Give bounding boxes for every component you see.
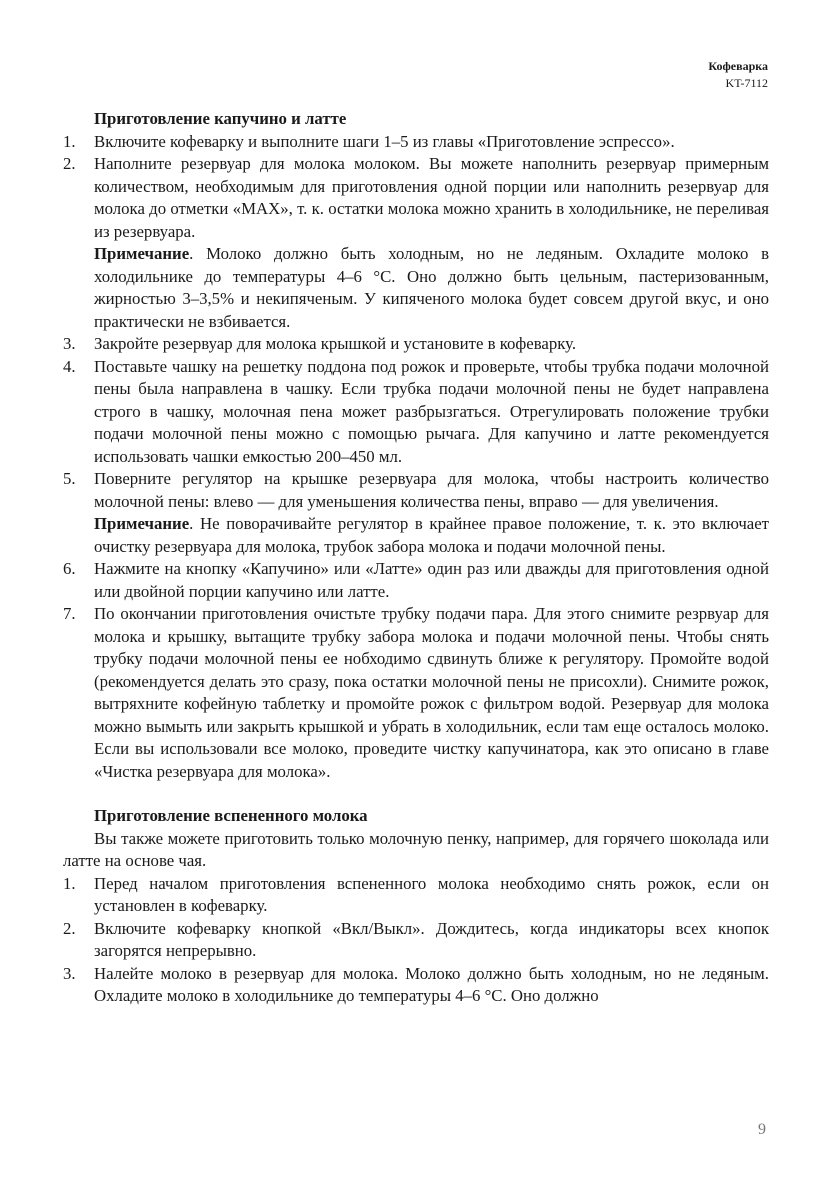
list-item	[63, 131, 769, 154]
document-body	[63, 108, 769, 1008]
section-intro: Вы также можете приготовить только молочную пенку, например, для горячего шоколада или латте на основе чая.	[63, 828, 769, 870]
page-number: 9	[758, 1121, 766, 1138]
list-item	[63, 468, 769, 558]
item-number: 2.	[63, 154, 76, 173]
list-item	[63, 603, 769, 783]
item-text: Поставьте чашку на решетку поддона под рожок и проверьте, чтобы трубка подачи молочной пены была направлена в чашку. Если трубка подачи молочной пены не будет направлена строго в чашку, молочная пена может разбрызгаться. Отрегулировать положение трубки подачи молочной пены можно с помощью рычага. Для капучино и латте рекомендуется использовать чашки емкостью 200–450 мл.	[94, 356, 769, 466]
frothed-milk-steps-list	[63, 873, 769, 1008]
item-text: Закройте резервуар для молока крышкой и установите в кофеварку.	[94, 334, 577, 353]
item-text: По окончании приготовления очистьте трубку подачи пара. Для этого снимите резрвуар для молока и крышку, вытащите трубку забора молока и подачи молочной пены. Чтобы снять трубку подачи молочной пены ее нобходимо сдвинуть ближе к регулятору. Промойте водой (рекомендуется делать это сразу, пока остатки молочной пены не присохли). Снимите рожок, вытряхните кофейную таблетку и промойте рожок с фильтром водой. Резервуар для молока можно вымыть или закрыть крышкой и убрать в холодильник, если там еще осталось молоко. Если вы использовали все молоко, проведите чистку капучинатора, как это описано в главе «Чистка резервуара для молока».	[94, 604, 769, 781]
model-number: KT-7112	[725, 76, 768, 90]
item-number: 4.	[63, 356, 76, 376]
section-title-frothed-milk: Приготовление вспененного молока	[94, 806, 368, 825]
note-text: . Молоко должно быть холодным, но не ледяным. Охладите молоко в холодильнике до температуры 4–6 °С. Оно должно быть цельным, пастеризованным, жирностью 3–3,5% и некипяченым. У кипяченого молока будет совсем другой вкус, и оно практически не взбивается.	[94, 244, 769, 331]
section-title-cappuccino: Приготовление капучино и латте	[94, 109, 347, 128]
item-text: Наполните резервуар для молока молоком. Вы можете наполнить резервуар примерным количеством, необходимым для приготовления одной порции или наполнить резервуар для молока до отметки «MAX», т. к. остатки молока можно хранить в холодильнике, не переливая из резервуара.	[94, 154, 769, 241]
item-text: Включите кофеварку кнопкой «Вкл/Выкл». Дождитесь, когда индикаторы всех кнопок загорятся непрерывно.	[94, 918, 769, 960]
item-text: Поверните регулятор на крышке резервуара для молока, чтобы настроить количество молочной пены: влево — для уменьшения количества пены, вправо — для увеличения.	[94, 469, 769, 511]
list-item	[63, 963, 769, 1008]
item-number: 3.	[63, 963, 76, 983]
list-item	[63, 558, 769, 603]
item-number: 7.	[63, 604, 76, 623]
list-item	[63, 918, 769, 963]
item-text: Перед началом приготовления вспененного молока необходимо снять рожок, если он установлен в кофеварку.	[94, 873, 769, 915]
cappuccino-steps-list	[63, 131, 769, 784]
list-item	[63, 356, 769, 469]
item-number: 2.	[63, 918, 76, 938]
item-text: Нажмите на кнопку «Капучино» или «Латте» один раз или дважды для приготовления одной или двойной порции капучино или латте.	[94, 559, 769, 601]
item-text: Включите кофеварку и выполните шаги 1–5 из главы «Приготовление эспрессо».	[94, 131, 675, 151]
item-number: 6.	[63, 559, 76, 578]
note-text: . Не поворачивайте регулятор в крайнее правое положение, т. к. это включает очистку резервуара для молока, трубок забора молока и подачи молочной пены.	[94, 514, 769, 556]
list-item	[63, 153, 769, 333]
item-number: 1.	[63, 873, 76, 893]
note-label: Примечание	[94, 244, 190, 263]
item-number: 5.	[63, 469, 76, 488]
item-text: Налейте молоко в резервуар для молока. Молоко должно быть холодным, но не ледяным. Охладите молоко в холодильнике до температуры 4–6 °С. Оно должно	[94, 963, 769, 1005]
note-paragraph	[94, 243, 769, 333]
item-number: 3.	[63, 334, 76, 353]
note-label: Примечание	[94, 514, 190, 533]
page-header	[708, 58, 768, 92]
note-paragraph	[94, 513, 769, 558]
list-item	[63, 333, 769, 356]
item-number: 1.	[63, 131, 76, 151]
list-item	[63, 873, 769, 918]
product-name: Кофеварка	[708, 59, 768, 73]
